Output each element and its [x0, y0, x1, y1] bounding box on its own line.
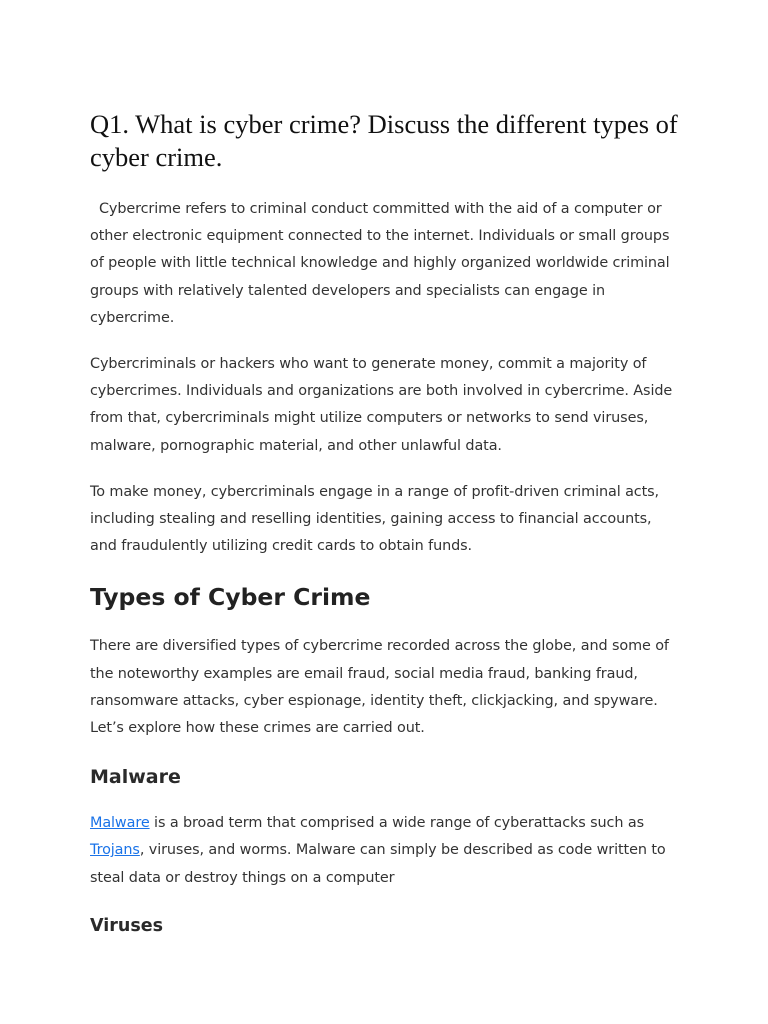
- malware-link[interactable]: Malware: [90, 815, 150, 832]
- malware-text-1: is a broad term that comprised a wide range of cyberattacks such as: [149, 815, 644, 832]
- types-paragraph: There are diversified types of cybercrime recorded across the globe, and some of the noteworthy examples are email fraud, social media fraud, banking fraud, ransomware attacks, cyber espionage, identity theft, clickjacking, and spyware. Let’s explore how these crimes are carried out.: [90, 638, 669, 737]
- malware-text-2: , viruses, and worms. Malware can simply be described as code written to steal data or destroy things on a computer: [90, 842, 666, 886]
- question-title: Q1. What is cyber crime? Discuss the different types of cyber crime.: [90, 109, 678, 172]
- malware-heading: Malware: [90, 766, 181, 789]
- malware-paragraph: [90, 810, 682, 892]
- intro-paragraph: Cybercrime refers to criminal conduct committed with the aid of a computer or other electronic equipment connected to the internet. Individuals or small groups of people with little technical knowledge and highly organized worldwide criminal groups with relatively talented developers and specialists can engage in cybercrime.: [90, 201, 670, 326]
- paragraph-2: Cybercriminals or hackers who want to generate money, commit a majority of cybercrimes. Individuals and organizations are both involved in cybercrime. Aside from that, cybercriminals might utilize computers or networks to send viruses, malware, pornographic material, and other unlawful data.: [90, 356, 673, 454]
- types-heading: Types of Cyber Crime: [90, 583, 371, 612]
- trojans-link[interactable]: Trojans: [90, 842, 140, 859]
- paragraph-3: To make money, cybercriminals engage in a range of profit-driven criminal acts, including stealing and reselling identities, gaining access to financial accounts, and fraudulently utilizing credit cards to obtain funds.: [90, 483, 660, 555]
- document-page: [90, 108, 682, 938]
- viruses-heading: Viruses: [90, 915, 164, 936]
